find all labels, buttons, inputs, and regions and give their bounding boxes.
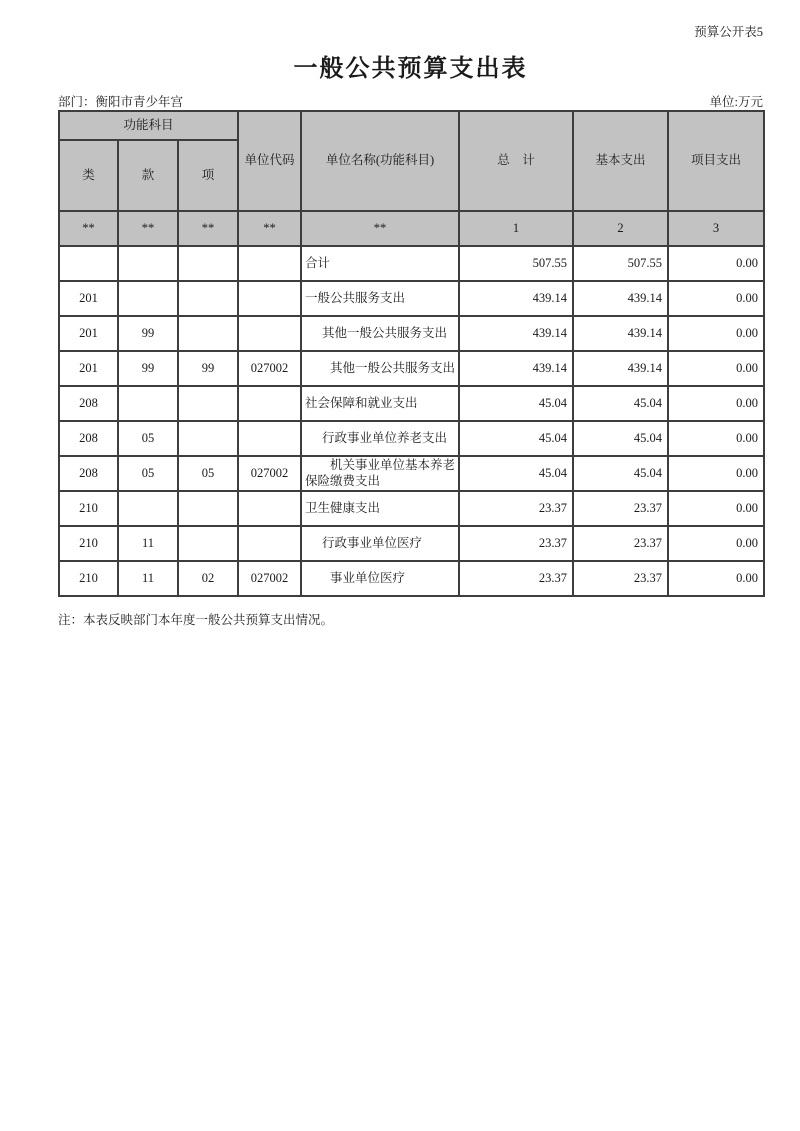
cell-item: [178, 526, 238, 561]
marker-row: [59, 211, 764, 246]
table-row: [59, 316, 764, 351]
cell-basic: 23.37: [573, 561, 668, 596]
cell-project: 0.00: [668, 456, 764, 491]
cell-class: 201: [59, 351, 118, 386]
header-item: 项: [178, 140, 238, 211]
marker-cell: **: [238, 211, 301, 246]
marker-cell-col-3: 3: [668, 211, 764, 246]
cell-basic: 23.37: [573, 526, 668, 561]
cell-section: [118, 491, 178, 526]
header-row-group: [59, 111, 764, 140]
marker-cell-col-1: 1: [459, 211, 573, 246]
cell-total: 439.14: [459, 281, 573, 316]
marker-cell: **: [118, 211, 178, 246]
cell-class: 208: [59, 386, 118, 421]
cell-unit-code: [238, 491, 301, 526]
header-class: 类: [59, 140, 118, 211]
cell-item: [178, 281, 238, 316]
cell-section: 05: [118, 456, 178, 491]
cell-total: 45.04: [459, 421, 573, 456]
cell-project: 0.00: [668, 316, 764, 351]
cell-item: 99: [178, 351, 238, 386]
cell-section: 99: [118, 351, 178, 386]
cell-unit-name: 一般公共服务支出: [301, 281, 459, 316]
cell-class: 208: [59, 421, 118, 456]
cell-item: [178, 421, 238, 456]
page-title: 一般公共预算支出表: [293, 56, 528, 82]
cell-project: 0.00: [668, 281, 764, 316]
cell-total: 439.14: [459, 351, 573, 386]
doc-sheet-label: 预算公开表5: [694, 25, 763, 39]
marker-cell: **: [59, 211, 118, 246]
table-body: [59, 111, 764, 596]
unit-label: 单位:万元: [709, 95, 763, 109]
header-unit-name: 单位名称(功能科目): [301, 111, 459, 211]
department-label: 部门：衡阳市青少年宫: [58, 95, 184, 109]
cell-total: 23.37: [459, 491, 573, 526]
cell-total: 45.04: [459, 386, 573, 421]
marker-cell: **: [301, 211, 459, 246]
cell-unit-name: 合计: [301, 246, 459, 281]
table-row: [59, 351, 764, 386]
table-row: [59, 386, 764, 421]
table-row: [59, 561, 764, 596]
cell-total: 45.04: [459, 456, 573, 491]
budget-expenditure-table: [58, 110, 765, 597]
cell-unit-name: 卫生健康支出: [301, 491, 459, 526]
cell-basic: 507.55: [573, 246, 668, 281]
table-row: [59, 491, 764, 526]
cell-section: 11: [118, 561, 178, 596]
cell-class: [59, 246, 118, 281]
cell-unit-name: 其他一般公共服务支出: [301, 351, 459, 386]
cell-class: 210: [59, 526, 118, 561]
cell-unit-name: 其他一般公共服务支出: [301, 316, 459, 351]
cell-basic: 439.14: [573, 351, 668, 386]
cell-project: 0.00: [668, 386, 764, 421]
header-project: 项目支出: [668, 111, 764, 211]
cell-unit-code: [238, 386, 301, 421]
cell-total: 507.55: [459, 246, 573, 281]
cell-unit-code: 027002: [238, 456, 301, 491]
cell-basic: 45.04: [573, 421, 668, 456]
header-unit-code: 单位代码: [238, 111, 301, 211]
meta-row: [58, 92, 763, 110]
cell-section: [118, 386, 178, 421]
table-row: [59, 456, 764, 491]
cell-item: [178, 316, 238, 351]
cell-section: 99: [118, 316, 178, 351]
cell-total: 439.14: [459, 316, 573, 351]
cell-unit-code: [238, 246, 301, 281]
cell-unit-code: [238, 281, 301, 316]
cell-unit-code: 027002: [238, 561, 301, 596]
cell-item: [178, 491, 238, 526]
cell-class: 210: [59, 561, 118, 596]
cell-class: 201: [59, 281, 118, 316]
cell-unit-name: 社会保障和就业支出: [301, 386, 459, 421]
table-row: [59, 281, 764, 316]
cell-class: 201: [59, 316, 118, 351]
cell-basic: 439.14: [573, 281, 668, 316]
cell-unit-code: [238, 316, 301, 351]
cell-total: 23.37: [459, 526, 573, 561]
cell-section: 05: [118, 421, 178, 456]
cell-unit-name: 行政事业单位养老支出: [301, 421, 459, 456]
cell-class: 208: [59, 456, 118, 491]
header-basic: 基本支出: [573, 111, 668, 211]
cell-project: 0.00: [668, 246, 764, 281]
cell-unit-name: 事业单位医疗: [301, 561, 459, 596]
cell-item: [178, 246, 238, 281]
cell-basic: 23.37: [573, 491, 668, 526]
cell-project: 0.00: [668, 526, 764, 561]
cell-project: 0.00: [668, 421, 764, 456]
table-note: 注：本表反映部门本年度一般公共预算支出情况。: [58, 613, 334, 627]
header-section: 款: [118, 140, 178, 211]
table-row: [59, 246, 764, 281]
cell-basic: 45.04: [573, 386, 668, 421]
cell-unit-code: [238, 421, 301, 456]
cell-basic: 439.14: [573, 316, 668, 351]
cell-section: 11: [118, 526, 178, 561]
cell-project: 0.00: [668, 351, 764, 386]
table-row: [59, 526, 764, 561]
cell-unit-code: [238, 526, 301, 561]
cell-item: [178, 386, 238, 421]
cell-item: 02: [178, 561, 238, 596]
cell-unit-name: 机关事业单位基本养老保险缴费支出: [301, 456, 459, 491]
cell-section: [118, 246, 178, 281]
header-total: 总 计: [459, 111, 573, 211]
cell-basic: 45.04: [573, 456, 668, 491]
cell-class: 210: [59, 491, 118, 526]
cell-section: [118, 281, 178, 316]
cell-unit-name: 行政事业单位医疗: [301, 526, 459, 561]
marker-cell-col-2: 2: [573, 211, 668, 246]
header-func-group: 功能科目: [59, 111, 238, 140]
cell-total: 23.37: [459, 561, 573, 596]
cell-unit-code: 027002: [238, 351, 301, 386]
cell-project: 0.00: [668, 561, 764, 596]
cell-item: 05: [178, 456, 238, 491]
table-row: [59, 421, 764, 456]
marker-cell: **: [178, 211, 238, 246]
cell-project: 0.00: [668, 491, 764, 526]
